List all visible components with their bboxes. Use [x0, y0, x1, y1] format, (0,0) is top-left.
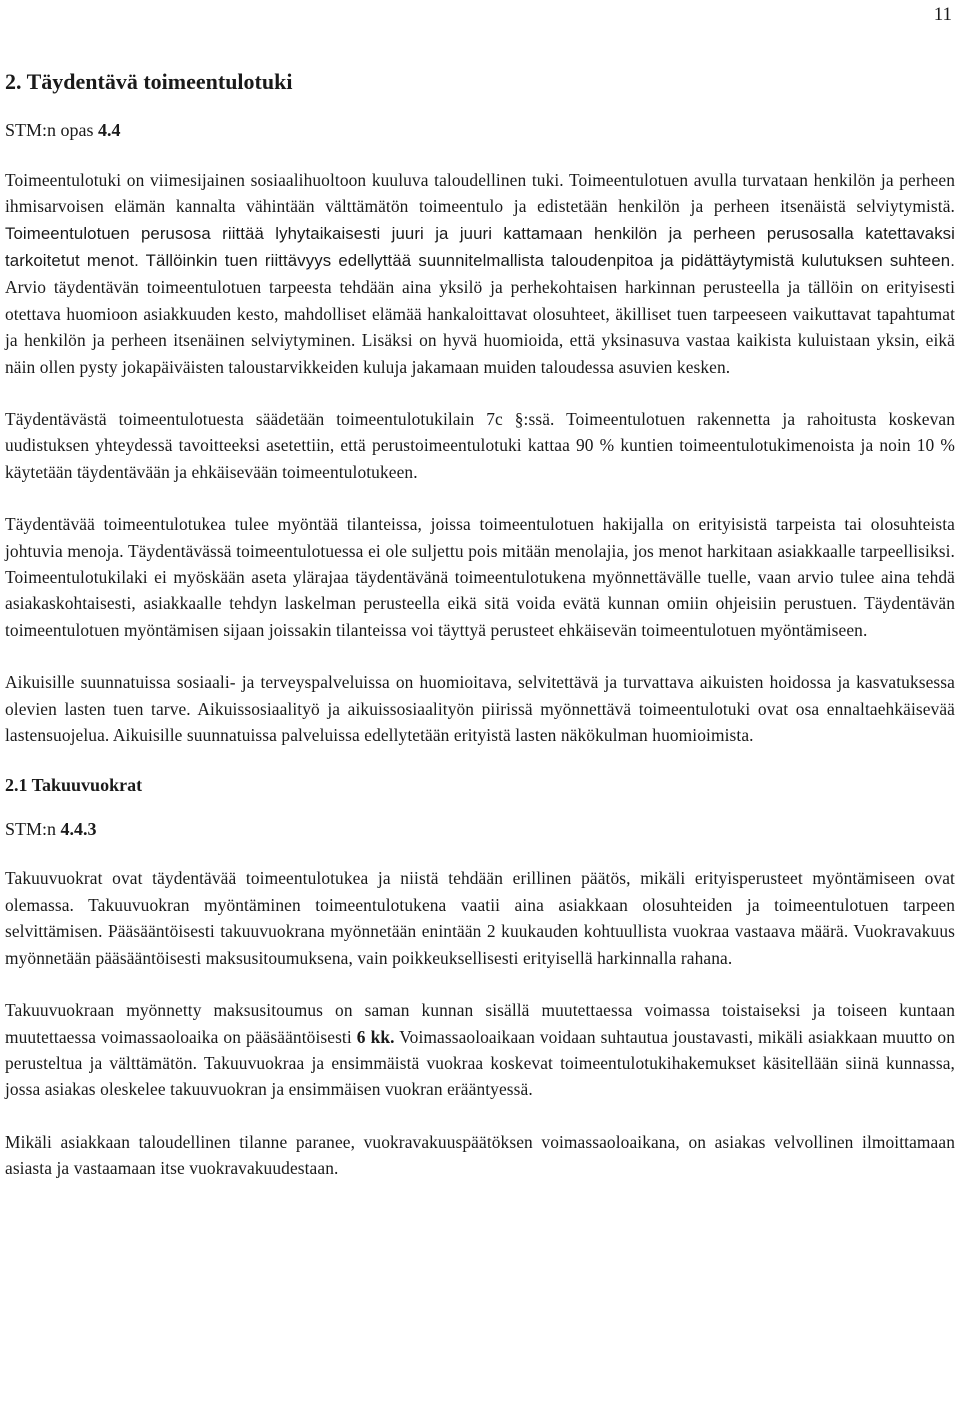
section-paragraph-1 [5, 167, 955, 380]
page-content [5, 69, 955, 1208]
section-title: 2. Täydentävä toimeentulotuki [5, 69, 293, 94]
section-reference-prefix: STM:n opas [5, 120, 99, 141]
section-paragraph-3: Täydentävää toimeentulotukea tulee myöntää tilanteissa, joissa toimeentulotuen hakijalla on erityisistä tarpeista tai olosuhteista johtuvia menoja. Täydentävässä toimeentulotuessa ei ole suljettu pois mitään menolajia, jos menot harkitaan asiakkaalle tarpeellisiksi. Toimeentulotukilaki ei myöskään aseta ylärajaa täydentävänä toimeentulotukena myönnettävälle tuelle, vaan arvio tulee aina tehdä asiakaskohtaisesti, asiakkaalle tehdyn laskelman perusteella eikä sitä voida evätä kunnan omiin ohjeisiin perustuen. Täydentävän toimeentulotuen myöntämisen sijaan joissakin tilanteissa voi täyttyä perusteet ehkäisevän toimeentulotuen myöntämiseen. [5, 514, 955, 640]
subsection-paragraph-2 [5, 997, 955, 1103]
section-reference-number: 4.4 [98, 120, 121, 141]
section-paragraph-1-part-1: Toimeentulotuki on viimesijainen sosiaalihuoltoon kuuluva taloudellinen tuki. Toimeentulotuen avulla turvataan henkilön ja perheen ihmisarvoisen elämän kannalta vähintään välttämätön toimeentulo ja edistetään henkilön ja perheen itsenäistä selviytymistä. [5, 169, 955, 217]
subsection-paragraph-2-part-1: Takuuvuokraan myönnetty maksusitoumus on saman kunnan sisällä muutettaessa voimassa toistaiseksi ja toiseen kuntaan muutettaessa voimassaoloaika on pääsääntöisesti [5, 1000, 955, 1047]
subsection-reference-prefix: STM:n [5, 819, 61, 840]
subsection-reference-number: 4.4.3 [60, 819, 97, 840]
subsection-paragraph-1: Takuuvuokrat ovat täydentävää toimeentulotukea ja niistä tehdään erillinen päätös, mikäli erityisperusteet myöntämiseen ovat olemassa. Takuuvuokran myöntäminen toimeentulotukena vaatii aina asiakkaan olosuhteiden ja toimeentulotuen tarpeen selvittämisen. Pääsääntöisesti takuuvuokrana myönnetään enintään 2 kuukauden kohtuullista vuokraa vastaava määrä. Vuokravakuus myönnetään pääsääntöisesti maksusitoumuksena, vain poikkeuksellisesti erityisellä harkinnalla rahana. [5, 868, 955, 968]
subsection-reference [5, 818, 955, 841]
page-number: 11 [933, 4, 952, 25]
subsection-paragraph-2-part-2: Voimassaoloaikaan voidaan suhtautua joustavasti, mikäli asiakkaan muutto on perusteltua ja välttämätön. Takuuvuokraa ja ensimmäistä vuokraa koskevat toimeentulotukihakemukset käsitellään siinä kunnassa, jossa asiakas oleskelee takuuvuokran ja ensimmäisen vuokran erääntyessä. [5, 1026, 956, 1100]
section-paragraph-4: Aikuisille suunnatuissa sosiaali- ja terveyspalveluissa on huomioitava, selvitettävä ja turvattava aikuisten hoidossa ja kasvatuksessa olevien lasten tuen tarve. Aikuissosiaalityö ja aikuissosiaalityön piirissä myönnettävä toimeentulotuki ovat osa ennaltaehkäisevää lastensuojelua. Aikuisille suunnatuissa palveluissa edellytetään erityistä lasten näkökulman huomioimista. [5, 672, 955, 746]
section-paragraph-2: Täydentävästä toimeentulotuesta säädetään toimeentulotukilain 7c §:ssä. Toimeentulotuen rakennetta ja rahoitusta koskevan uudistuksen yhteydessä tavoitteeksi asetettiin, että perustoimeentulotuki kattaa 90 % kuntien toimeentulotukimenoista ja noin 10 % käytetään täydentävään ja ehkäisevään toimeentulotukeen. [5, 409, 955, 482]
section-paragraph-1-part-3: Arvio täydentävän toimeentulotuen tarpeesta tehdään aina yksilö ja perhekohtaisen harkinnan perusteella ja tällöin on erityisesti otettava huomioon asiakkuuden kesto, mahdolliset elämää hankaloittavat olosuhteet, äkilliset tuen tarpeeseen vaikuttavat tapahtumat ja henkilön ja perheen itsenäinen selviytyminen. Lisäksi on hyvä huomioida, että yksinasuva vastaa kaikista kuluistaan yksin, eikä näin ollen pysty jokapäiväisten taloustarvikkeiden kuluja jakamaan muiden taloudessa asuvien kesken. [5, 277, 955, 377]
section-paragraph-1-part-2: Toimeentulotuen perusosa riittää lyhytaikaisesti juuri ja juuri kattamaan henkilön ja perheen perusosalla katettavaksi tarkoitetut menot. Tällöinkin tuen riittävyys edellyttää suunnitelmallista taloudenpitoa ja pidättäytymistä kulutuksen suhteen. [5, 223, 955, 270]
section-reference [5, 119, 955, 142]
subsection-paragraph-3: Mikäli asiakkaan taloudellinen tilanne paranee, vuokravakuuspäätöksen voimassaoloaikana, on asiakas velvollinen ilmoittamaan asiasta ja vastaamaan itse vuokravakuudestaan. [5, 1131, 955, 1179]
subsection-title: 2.1 Takuuvuokrat [5, 774, 143, 795]
validity-period: 6 kk. [356, 1026, 395, 1047]
